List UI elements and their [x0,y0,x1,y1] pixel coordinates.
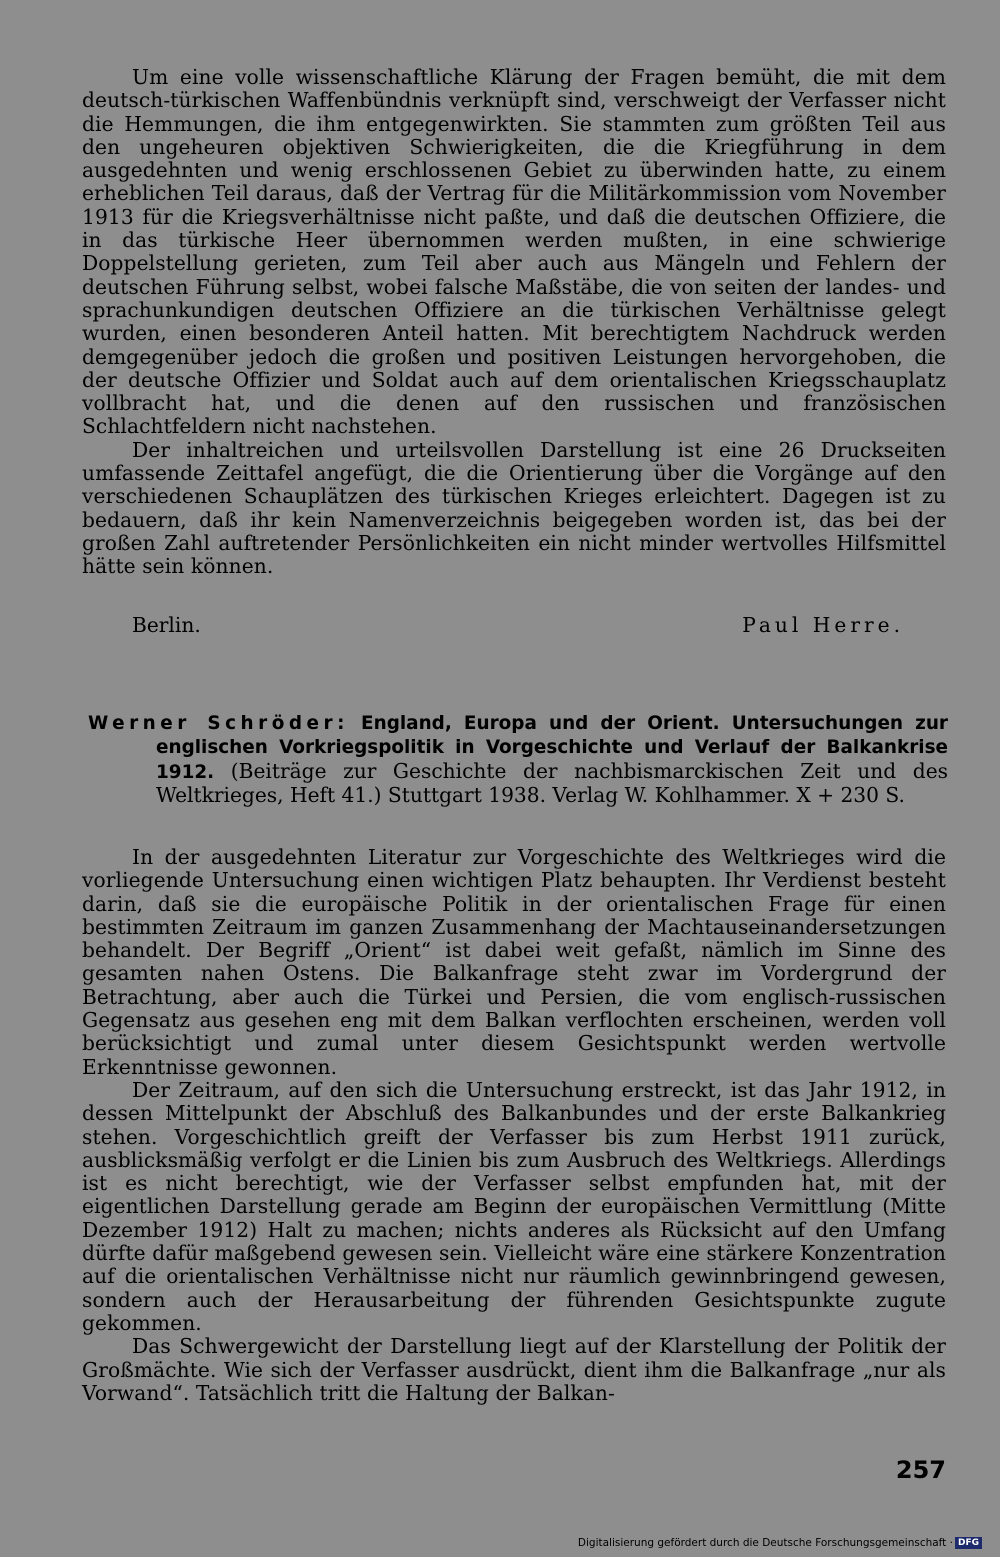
paragraph: Der inhaltreichen und urteilsvollen Darstellung ist eine 26 Druckseiten umfassende Zeittafel angefügt, die die Orientierung über die Vorgänge auf den verschiedenen Schauplätzen des türkischen Krieges erleichtert. Dagegen ist zu bedauern, daß ihr kein Namenverzeichnis beigegeben worden ist, das bei der großen Zahl auftretender Persönlichkeiten ein nicht minder wertvolles Hilfsmittel hätte sein können. [82,437,946,579]
paragraph: Das Schwergewicht der Darstellung liegt auf der Klarstellung der Politik der Großmächte. Wie sich der Verfasser ausdrückt, dient ihm die Balkanfrage „nur als Vorwand“. Tatsächlich tritt die Haltung der Balkan- [82,1334,946,1405]
paragraph: In der ausgedehnten Literatur zur Vorgeschichte des Weltkrieges wird die vorliegende Untersuchung einen wichtigen Platz behaupten. Ihr Verdienst besteht darin, daß sie die europäische Politik in der orientalischen Frage für einen bestimmten Zeitraum im ganzen Zusammenhang der Machtauseinandersetzungen behandelt. Der Begriff „Orient“ ist dabei weit gefaßt, nämlich im Sinne des gesamten nahen Ostens. Die Balkanfrage steht zwar im Vordergrund der Betrachtung, aber auch die Türkei und Persien, die vom englisch-russischen Gegensatz aus gesehen eng mit dem Balkan verflochten erscheinen, werden voll berücksichtigt und zumal unter diesem Gesichtspunkt werden wertvolle Erkenntnisse gewonnen. [82,845,946,1079]
bibliographic-entry [88,711,948,807]
page-number: 257 [895,1456,946,1484]
review-continuation [82,66,946,579]
signature-author: Paul Herre. [742,613,904,637]
footer-text: Digitalisierung gefördert durch die Deutsche Forschungsgemeinschaft · [577,1537,953,1549]
book-details: (Beiträge zur Geschichte der nachbismarckischen Zeit und des Weltkrieges, Heft 41.) Stuttgart 1938. Verlag W. Kohlhammer. X + 230 S. [156,758,949,807]
paragraph: Der Zeitraum, auf den sich die Untersuchung erstreckt, ist das Jahr 1912, in dessen Mittelpunkt der Abschluß des Balkanbundes und der erste Balkankrieg stehen. Vorgeschichtlich greift der Verfasser bis zum Herbst 1911 zurück, ausblicksmäßig verfolgt er die Linien bis zum Ausbruch des Weltkriegs. Allerdings ist es nicht berechtigt, wie der Verfasser selbst empfunden hat, mit der eigentlichen Darstellung gerade am Beginn der europäischen Vermittlung (Mitte Dezember 1912) Halt zu machen; nichts anderes als Rücksicht auf den Umfang dürfte dafür maßgebend gewesen sein. Vielleicht wäre eine stärkere Konzentration auf die orientalischen Verhältnisse nicht nur räumlich gewinnbringend gewesen, sondern auch der Herausarbeitung der führenden Gesichtspunkte zugute gekommen. [82,1077,946,1335]
book-entry [88,711,948,807]
paragraph: Um eine volle wissenschaftliche Klärung der Fragen bemüht, die mit dem deutsch-türkischen Waffenbündnis verknüpft sind, verschweigt der Verfasser nicht die Hemmungen, die ihm entgegenwirkten. Sie stammten zum größten Teil aus den ungeheuren objektiven Schwierigkeiten, die die Kriegführung in dem ausgedehnten und wenig erschlossenen Gebiet zu überwinden hatte, zu einem erheblichen Teil daraus, daß der Vertrag für die Militärkommission vom November 1913 für die Kriegsverhältnisse nicht paßte, und daß die deutschen Offiziere, die in das türkische Heer übernommen werden mußten, in eine schwierige Doppelstellung gerieten, zum Teil aber auch aus Mängeln und Fehlern der deutschen Führung selbst, wobei falsche Maßstäbe, die von seiten der landes- und sprachunkundigen deutschen Offiziere an die türkischen Verhältnisse gelegt wurden, einen besonderen Anteil hatten. Mit berechtigtem Nachdruck werden demgegenüber jedoch die großen und positiven Leistungen hervorgehoben, die der deutsche Offizier und Soldat auch auf dem orientalischen Kriegsschauplatz vollbracht hat, und die denen auf den russischen und französischen Schlachtfeldern nicht nachstehen. [82,65,946,439]
signature-place: Berlin. [132,613,201,637]
digitization-footer [578,1537,982,1549]
review-body [82,846,946,1405]
book-title: England, Europa und der Orient. Untersuchungen zur englischen Vorkriegspolitik in Vorgeschichte und Verlauf der Balkankrise 1912. [156,713,948,783]
book-author: Werner Schröder: [88,713,349,734]
dfg-logo: DFG [955,1537,982,1549]
